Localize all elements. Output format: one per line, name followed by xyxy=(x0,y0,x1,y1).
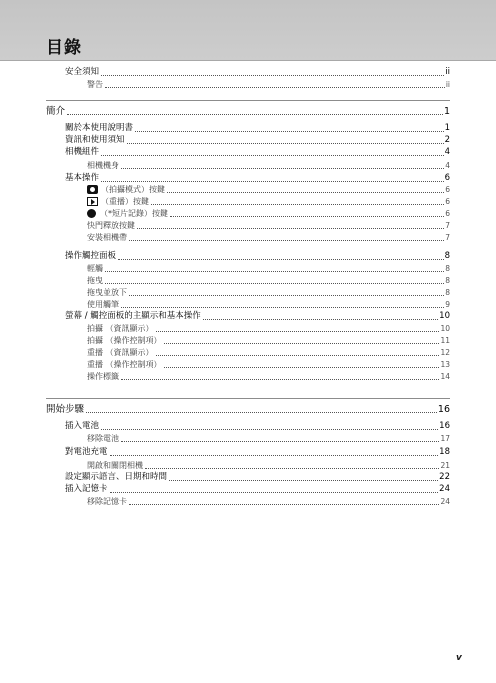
toc-entry[interactable] xyxy=(87,196,450,207)
dot-leader xyxy=(170,216,444,217)
dot-leader xyxy=(110,455,439,456)
toc-entry-page: 8 xyxy=(445,276,450,285)
toc-entry[interactable] xyxy=(65,67,450,78)
dot-leader xyxy=(135,131,444,132)
record-icon xyxy=(87,209,96,218)
toc-entry-label-wrap xyxy=(87,275,103,286)
toc-entry-label-wrap xyxy=(87,496,127,507)
toc-entry-page: 24 xyxy=(439,484,450,494)
dot-leader xyxy=(127,143,444,144)
toc-entry[interactable] xyxy=(87,323,450,334)
toc-entry-label: 安裝相機帶 xyxy=(87,233,127,242)
toc-entry-label: 操作標籤 xyxy=(87,372,119,381)
toc-entry-label: 螢幕 / 觸控面板的主顯示和基本操作 xyxy=(65,311,201,321)
toc-entry-label: 安全須知 xyxy=(65,67,100,77)
toc-entry-label-wrap xyxy=(65,173,99,184)
toc-entry-label: 開啟和關閉相機 xyxy=(87,461,143,470)
toc-entry[interactable] xyxy=(65,147,450,158)
toc-entry[interactable] xyxy=(87,433,450,444)
toc-entry[interactable] xyxy=(87,220,450,231)
toc-entry-page: 2 xyxy=(444,135,450,145)
toc-entry-page: 8 xyxy=(444,251,450,261)
toc-entry-label: （拍攝模式）按鍵 xyxy=(101,185,165,194)
toc-entry-label: 使用觸筆 xyxy=(87,300,119,309)
toc-entry-label: 關於本使用說明書 xyxy=(65,123,134,133)
toc-entry-label: 相機組件 xyxy=(65,147,100,157)
toc-entry-label-wrap xyxy=(87,160,119,171)
playback-icon xyxy=(87,197,98,206)
toc-entry-page: 7 xyxy=(445,233,450,242)
toc-entry-label-wrap xyxy=(87,287,127,298)
toc-entry[interactable] xyxy=(65,173,450,184)
toc-entry-page: 13 xyxy=(440,360,450,369)
dot-leader xyxy=(151,204,444,205)
toc-entry-page: 22 xyxy=(439,472,450,482)
dot-leader xyxy=(110,492,439,493)
camera-icon xyxy=(87,185,98,194)
dot-leader xyxy=(101,75,444,76)
toc-entry-page: 11 xyxy=(440,336,450,345)
toc-entry-label: 重播 （操作控制項） xyxy=(87,360,162,369)
toc-entry-page: 16 xyxy=(437,404,450,415)
toc-entry[interactable] xyxy=(87,160,450,171)
toc-entry-label-wrap xyxy=(87,359,162,370)
toc-entry-page: 18 xyxy=(439,447,450,457)
toc-entry-page: 6 xyxy=(445,209,450,218)
dot-leader xyxy=(167,192,444,193)
toc-entry[interactable] xyxy=(65,311,450,322)
toc-entry-label: 相機機身 xyxy=(87,161,119,170)
toc-entry-label-wrap xyxy=(87,263,103,274)
toc-entry-label: （重播）按鍵 xyxy=(101,197,149,206)
toc-entry-label-wrap xyxy=(65,67,99,78)
toc-entry-label-wrap xyxy=(87,196,149,207)
toc-entry[interactable] xyxy=(65,484,450,495)
toc-entry-label-wrap xyxy=(87,371,119,382)
toc-entry-page: 12 xyxy=(440,348,450,357)
dot-leader xyxy=(164,343,440,344)
toc-entry-label: 插入記憶卡 xyxy=(65,484,108,494)
toc-entry[interactable] xyxy=(87,299,450,310)
toc-entry-label-wrap xyxy=(87,460,143,471)
toc-entry-page: 6 xyxy=(444,173,450,183)
toc-entry-page: 10 xyxy=(440,324,450,333)
dot-leader xyxy=(121,379,439,380)
toc-entry-label: 拖曳並放下 xyxy=(87,288,127,297)
toc-entry-label: 對電池充電 xyxy=(65,447,108,457)
dot-leader xyxy=(121,441,439,442)
dot-leader xyxy=(67,114,443,115)
toc-entry[interactable] xyxy=(87,347,450,358)
toc-entry-label-wrap xyxy=(65,251,116,262)
toc-entry-label-wrap xyxy=(65,421,99,432)
toc-entry-label-wrap xyxy=(87,347,154,358)
toc-entry-label-wrap xyxy=(65,123,133,134)
toc-entry-label-wrap xyxy=(65,311,201,322)
toc-entry-page: 24 xyxy=(440,497,450,506)
dot-leader xyxy=(121,307,444,308)
toc-entry-label-wrap xyxy=(46,106,65,117)
toc-entry[interactable] xyxy=(46,404,450,415)
toc-entry[interactable] xyxy=(65,251,450,262)
dot-leader xyxy=(105,271,444,272)
toc-entry[interactable] xyxy=(87,460,450,471)
toc-entry[interactable] xyxy=(87,359,450,370)
toc-entry-label-wrap xyxy=(87,208,168,219)
toc-entry-page: 6 xyxy=(445,185,450,194)
toc-entry-page: 1 xyxy=(443,106,450,117)
toc-entry-page: 17 xyxy=(440,434,450,443)
dot-leader xyxy=(137,228,444,229)
toc-entry-label-wrap xyxy=(87,433,119,444)
toc-entry-page: 4 xyxy=(444,147,450,157)
toc-entry-page: ii xyxy=(445,80,450,89)
toc-entry[interactable] xyxy=(87,275,450,286)
toc-entry[interactable] xyxy=(65,421,450,432)
toc-entry[interactable] xyxy=(87,184,450,195)
toc-entry-page: 4 xyxy=(445,161,450,170)
section-divider xyxy=(46,398,450,399)
page-title: 目錄 xyxy=(46,38,82,58)
toc-entry-label: 插入電池 xyxy=(65,421,100,431)
toc-entry[interactable] xyxy=(46,106,450,117)
section-divider xyxy=(46,100,450,101)
toc-entry[interactable] xyxy=(87,208,450,219)
dot-leader xyxy=(164,367,440,368)
toc-entry-label-wrap xyxy=(65,472,167,483)
toc-entry-label: 開始步驟 xyxy=(46,404,85,415)
dot-leader xyxy=(169,480,438,481)
dot-leader xyxy=(203,319,438,320)
toc-entry[interactable] xyxy=(87,371,450,382)
toc-entry-page: 16 xyxy=(439,421,450,431)
dot-leader xyxy=(105,283,444,284)
toc-entry-label: 移除記憶卡 xyxy=(87,497,127,506)
toc-entry-page: ii xyxy=(445,67,450,77)
toc-entry-label: 移除電池 xyxy=(87,434,119,443)
toc-entry-label: 拖曳 xyxy=(87,276,103,285)
dot-leader xyxy=(129,240,444,241)
toc-entry-label-wrap xyxy=(87,323,154,334)
dot-leader xyxy=(101,429,438,430)
toc-entry-label: 快門釋放按鍵 xyxy=(87,221,135,230)
toc-entry-label-wrap xyxy=(65,484,108,495)
dot-leader xyxy=(118,259,444,260)
toc-entry-page: 8 xyxy=(445,264,450,273)
toc-entry-page: 1 xyxy=(444,123,450,133)
toc-entry-label: 拍攝 （資訊顯示） xyxy=(87,324,154,333)
toc-entry-label-wrap xyxy=(87,299,119,310)
dot-leader xyxy=(121,168,444,169)
toc-entry[interactable] xyxy=(87,496,450,507)
toc-entry-label: 輕觸 xyxy=(87,264,103,273)
toc-entry-page: 21 xyxy=(440,461,450,470)
toc-entry-page: 14 xyxy=(440,372,450,381)
toc-entry[interactable] xyxy=(87,335,450,346)
toc-entry-label: 簡介 xyxy=(46,106,66,117)
toc-entry-label-wrap xyxy=(46,404,84,415)
toc-entry[interactable] xyxy=(87,79,450,90)
toc-entry-page: 8 xyxy=(445,288,450,297)
dot-leader xyxy=(105,87,445,88)
dot-leader xyxy=(101,155,444,156)
toc-entry-label-wrap xyxy=(87,79,103,90)
toc-entry-label-wrap xyxy=(87,184,165,195)
dot-leader xyxy=(156,331,440,332)
toc-entry-label-wrap xyxy=(87,232,127,243)
toc-entry[interactable] xyxy=(65,447,450,458)
toc-entry-label: 拍攝 （操作控制項） xyxy=(87,336,162,345)
toc-entry[interactable] xyxy=(87,263,450,274)
toc-entry[interactable] xyxy=(87,287,450,298)
toc-entry-label: 警告 xyxy=(87,80,103,89)
toc-entry-label: 資訊和使用須知 xyxy=(65,135,125,145)
toc-entry-label: 重播 （資訊顯示） xyxy=(87,348,154,357)
dot-leader xyxy=(129,295,444,296)
toc-entry-label-wrap xyxy=(87,220,135,231)
toc-entry-label-wrap xyxy=(65,447,108,458)
toc-entry[interactable] xyxy=(65,472,450,483)
toc-entry[interactable] xyxy=(87,232,450,243)
toc-entry-label-wrap xyxy=(65,147,99,158)
dot-leader xyxy=(145,468,439,469)
dot-leader xyxy=(86,412,437,413)
toc-entry-label-wrap xyxy=(87,335,162,346)
dot-leader xyxy=(101,181,444,182)
toc-entry-label: 操作觸控面板 xyxy=(65,251,117,261)
toc-entry[interactable] xyxy=(65,123,450,134)
page-number: v xyxy=(456,653,462,663)
toc-entry-label: 基本操作 xyxy=(65,173,100,183)
toc-entry-page: 6 xyxy=(445,197,450,206)
toc-entry-page: 10 xyxy=(439,311,450,321)
toc-entry-label: 設定顯示語言、日期和時間 xyxy=(65,472,168,482)
toc-entry-page: 7 xyxy=(445,221,450,230)
toc-entry[interactable] xyxy=(65,135,450,146)
dot-leader xyxy=(156,355,440,356)
toc-entry-label: （*短片記錄）按鍵 xyxy=(100,209,168,218)
dot-leader xyxy=(129,504,439,505)
toc-entry-label-wrap xyxy=(65,135,125,146)
toc-entry-page: 9 xyxy=(445,300,450,309)
